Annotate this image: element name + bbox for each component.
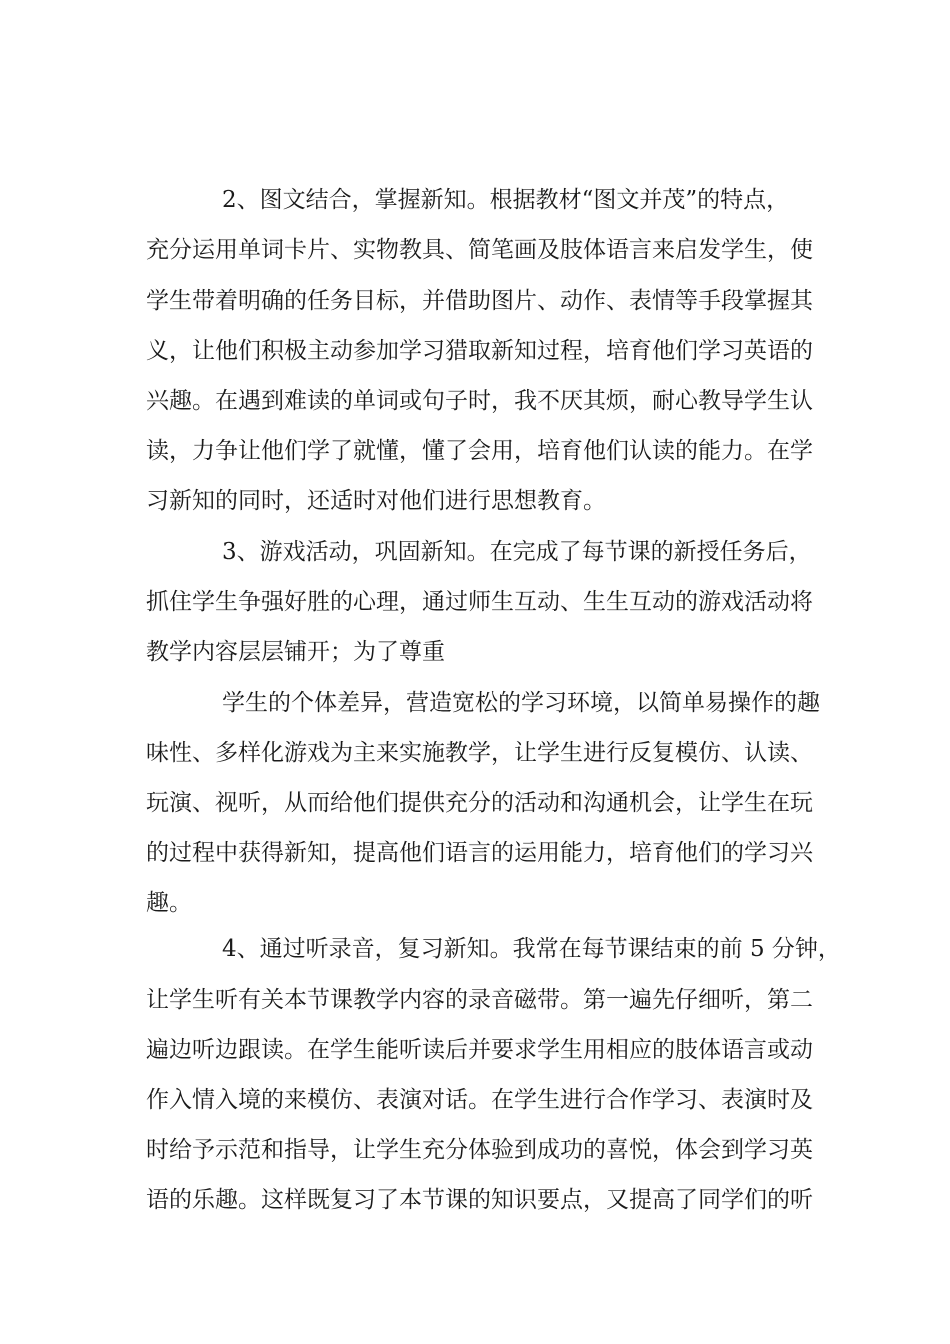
paragraph-2-line-1: 2、图文结合，掌握新知。根据教材“图文并茂”的特点，	[222, 187, 790, 213]
paragraph-2-line-2: 充分运用单词卡片、实物教具、简笔画及肢体语言来启发学生，使	[146, 237, 813, 263]
paragraph-3b-line-4: 的过程中获得新知，提高他们语言的运用能力，培育他们的学习兴	[146, 840, 813, 866]
paragraph-3b-line-2: 味性、多样化游戏为主来实施教学，让学生进行反复模仿、认读、	[146, 740, 813, 766]
paragraph-2-line-5: 兴趣。在遇到难读的单词或句子时，我不厌其烦，耐心教导学生认	[146, 388, 813, 414]
paragraph-3-line-1: 3、游戏活动，巩固新知。在完成了每节课的新授任务后，	[222, 539, 812, 565]
paragraph-3b-line-1: 学生的个体差异，营造宽松的学习环境，以简单易操作的趣	[222, 690, 820, 716]
paragraph-4-line-1: 4、通过听录音，复习新知。我常在每节课结束的前 5 分钟，	[222, 936, 841, 962]
paragraph-2-line-6: 读，力争让他们学了就懂，懂了会用，培育他们认读的能力。在学	[146, 438, 813, 464]
paragraph-4-line-5: 时给予示范和指导，让学生充分体验到成功的喜悦，体会到学习英	[146, 1137, 813, 1163]
paragraph-4-line-6: 语的乐趣。这样既复习了本节课的知识要点，又提高了同学们的听	[146, 1187, 813, 1213]
paragraph-2-line-7: 习新知的同时，还适时对他们进行思想教育。	[146, 488, 606, 514]
paragraph-3b-line-5: 趣。	[146, 890, 192, 916]
paragraph-3b-line-3: 玩演、视听，从而给他们提供充分的活动和沟通机会，让学生在玩	[146, 790, 813, 816]
paragraph-3-line-2: 抓住学生争强好胜的心理，通过师生互动、生生互动的游戏活动将	[146, 589, 813, 615]
paragraph-2-line-4: 义，让他们积极主动参加学习猎取新知过程，培育他们学习英语的	[146, 338, 813, 364]
paragraph-4-line-3: 遍边听边跟读。在学生能听读后并要求学生用相应的肢体语言或动	[146, 1037, 813, 1063]
paragraph-4-line-2: 让学生听有关本节课教学内容的录音磁带。第一遍先仔细听，第二	[146, 987, 813, 1013]
paragraph-3-line-3: 教学内容层层铺开；为了尊重	[146, 639, 445, 665]
paragraph-4-line-4: 作入情入境的来模仿、表演对话。在学生进行合作学习、表演时及	[146, 1087, 813, 1113]
paragraph-2-line-3: 学生带着明确的任务目标，并借助图片、动作、表情等手段掌握其	[146, 288, 813, 314]
